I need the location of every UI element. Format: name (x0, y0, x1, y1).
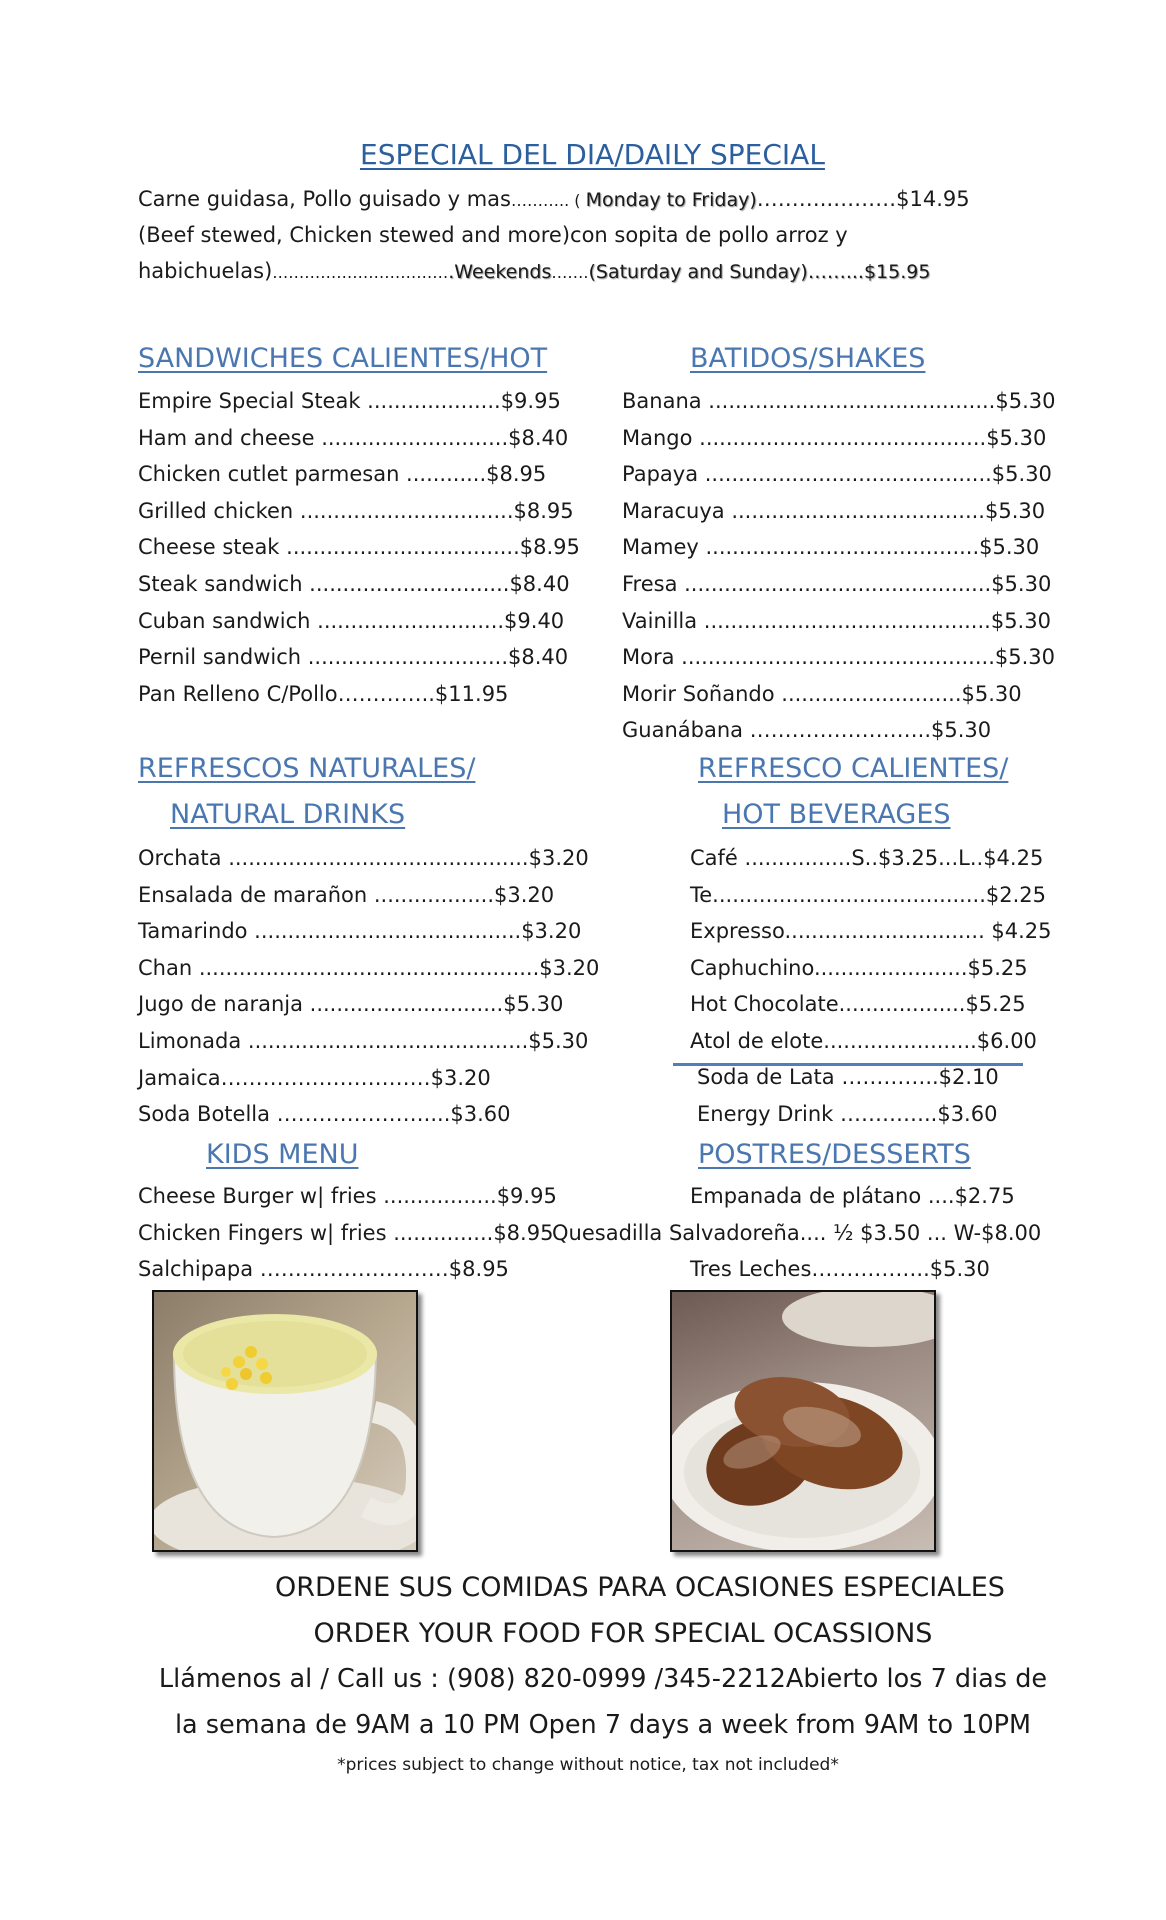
daily-line3-b: …………………………… (272, 263, 449, 282)
daily-line1-a: Carne guidasa, Pollo guisado y mas (138, 187, 511, 211)
daily-special-title: ESPECIAL DEL DIA/DAILY SPECIAL (360, 138, 825, 171)
menu-item: Pernil sandwich ..............................$8.40 (138, 645, 569, 670)
menu-item: Banana ...........................................$5.30 (622, 389, 1056, 413)
menu-item: Mamey .........................................$5.30 (622, 535, 1040, 560)
menu-item: Café ................S..$3.25...L..$4.25 (690, 846, 1044, 870)
menu-item: Cheese steak ...................................$8.95 (138, 535, 580, 560)
footer-phone: Llámenos al / Call us : (908) 820-0999 /345-2212Abierto los 7 dias de (158, 1664, 1048, 1694)
menu-item: Tamarindo ........................................$3.20 (138, 919, 582, 944)
price-disclaimer (0, 1755, 1166, 1775)
footer-line-1 (0, 1565, 1166, 1610)
soda-list (697, 1059, 999, 1132)
menu-item: Cheese Burger w| fries .................$9.95 (138, 1184, 557, 1208)
menu-item: Ham and cheese ............................$8.40 (138, 425, 569, 450)
footer-line-3 (0, 1656, 1166, 1702)
menu-item: Ensalada de marañon ..................$3.20 (138, 882, 555, 907)
menu-item: Jamaica…………………………$3.20 (138, 1065, 491, 1090)
daily-special-line-2: (Beef stewed, Chicken stewed and more)con sopita de pollo arroz y (138, 223, 848, 247)
menu-item: Tres Leches……………..$5.30 (690, 1257, 990, 1282)
menu-item: Atol de elote.......................$6.00 (690, 1028, 1037, 1053)
natural-drinks-title-1: REFRESCOS NATURALES/ (138, 753, 476, 784)
shakes-list (622, 383, 1055, 749)
menu-item: Empire Special Steak ....................$9.95 (138, 389, 561, 413)
sandwiches-list (138, 383, 580, 712)
daily-line1-c: Monday to Friday) (585, 189, 757, 211)
menu-item: Mango ...........................................$5.30 (622, 425, 1047, 450)
footer-line-2 (0, 1611, 1166, 1656)
menu-item: Empanada de plátano ....$2.75 (690, 1184, 1015, 1208)
menu-item: Vainilla ...........................................$5.30 (622, 608, 1051, 633)
daily-line1-d: ………..………$14.95 (756, 187, 970, 211)
menu-item: Fresa ..............................................$5.30 (622, 571, 1052, 596)
menu-item: Soda Botella …………………....$3.60 (138, 1102, 511, 1127)
desserts-list (552, 1178, 1041, 1288)
daily-special-line-3 (138, 253, 930, 291)
menu-item: Chan ...................................................$3.20 (138, 955, 600, 980)
sandwiches-title: SANDWICHES CALIENTES/HOT (138, 343, 548, 374)
menu-item: Guanábana ……………………..$5.30 (622, 718, 992, 743)
footer-line-1-text: ORDENE SUS COMIDAS PARA OCASIONES ESPECIALES (275, 1572, 1005, 1603)
menu-item: Papaya ...........................................$5.30 (622, 462, 1052, 487)
menu-item: Limonada ..........................................$5.30 (138, 1028, 589, 1053)
hot-beverages-title-1: REFRESCO CALIENTES/ (698, 753, 1009, 784)
desserts-title: POSTRES/DESSERTS (698, 1139, 971, 1170)
daily-line3-a: habichuelas) (138, 259, 273, 283)
menu-item: Quesadilla Salvadoreña.... ½ $3.50 ... W-$8.00 (552, 1220, 1042, 1245)
empanada-photo (670, 1290, 936, 1552)
menu-item: Caphuchino.......................$5.25 (690, 955, 1028, 980)
daily-line1-b: ……….. ( (511, 191, 586, 210)
menu-item: Energy Drink …………..$3.60 (697, 1101, 998, 1126)
hot-beverages-list (690, 840, 1052, 1060)
atol-photo (152, 1290, 418, 1552)
menu-item: Grilled chicken ................................$8.95 (138, 498, 574, 523)
price-disclaimer-text: *prices subject to change without notice, tax not included* (337, 1755, 839, 1775)
daily-line3-f: ……...$15.95 (807, 261, 931, 283)
menu-item: Steak sandwich ..............................$8.40 (138, 571, 570, 596)
footer-hours: la semana de 9AM a 10 PM Open 7 days a week from 9AM to 10PM (174, 1710, 1032, 1740)
menu-item: Pan Relleno C/Pollo…………..$11.95 (138, 681, 509, 706)
shakes-title: BATIDOS/SHAKES (690, 343, 926, 374)
footer-line-4 (0, 1702, 1166, 1748)
kids-menu-title: KIDS MENU (206, 1139, 359, 1170)
natural-drinks-title-2: NATURAL DRINKS (170, 799, 406, 830)
hot-beverages-title-2: HOT BEVERAGES (722, 799, 951, 830)
menu-item: Expresso.............................. $4.25 (690, 919, 1052, 944)
menu-item: Morir Soñando ...........................$5.30 (622, 681, 1022, 706)
menu-item: Hot Chocolate...................$5.25 (690, 992, 1026, 1017)
menu-item: Salchipapa ………………………$8.95 (138, 1257, 509, 1282)
menu-item: Maracuya ......................................$5.30 (622, 498, 1046, 523)
menu-item: Te.........................................$2.25 (690, 882, 1046, 907)
corn-soup-image (154, 1292, 416, 1550)
menu-item: Jugo de naranja .............................$5.30 (138, 992, 564, 1017)
empanada-image (672, 1292, 934, 1550)
footer-line-2-text: ORDER YOUR FOOD FOR SPECIAL OCASSIONS (313, 1618, 933, 1649)
menu-item: Chicken Fingers w| fries ...............$8.95 (138, 1220, 554, 1245)
daily-line3-c: .Weekends (448, 261, 552, 283)
daily-line3-d: ……. (551, 263, 589, 282)
menu-item: Cuban sandwich ............................$9.40 (138, 608, 565, 633)
menu-item: Chicken cutlet parmesan ............$8.95 (138, 462, 547, 487)
daily-line3-e: (Saturday and Sunday) (588, 261, 808, 283)
natural-drinks-list (138, 840, 599, 1133)
menu-item: Mora ...............................................$5.30 (622, 645, 1056, 670)
daily-special-line-1 (138, 181, 970, 219)
menu-item: Soda de Lata …………..$2.10 (697, 1065, 999, 1089)
menu-item: Orchata .............................................$3.20 (138, 846, 589, 870)
kids-menu-list (138, 1178, 557, 1288)
